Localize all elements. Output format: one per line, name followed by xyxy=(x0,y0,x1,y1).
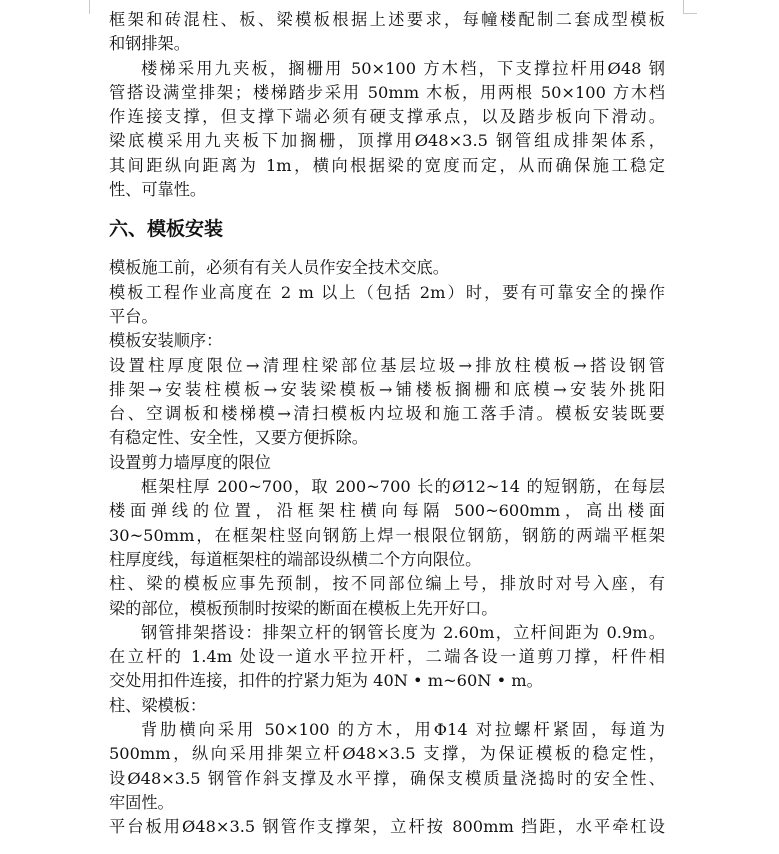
text-line: 钢管排架搭设：排架立杆的钢管长度为 2.60m，立杆间距为 0.9m。 xyxy=(141,622,665,642)
text-line: 其间距纵向距离为 1m，横向根据梁的宽度而定，从而确保施工稳定 xyxy=(109,155,665,175)
section-heading: 六、模板安装 xyxy=(109,218,224,241)
text-line: 框架柱厚 200~700，取 200~700 长的Ø12~14 的短钢筋，在每层 xyxy=(141,477,665,497)
text-line: 排架→安装柱模板→安装梁模板→铺楼板搁栅和底模→安装外挑阳 xyxy=(109,379,665,399)
text-line: 设置剪力墙厚度的限位 xyxy=(109,452,271,472)
paragraph-block-bottom xyxy=(109,256,665,839)
text-line: 和钢排架。 xyxy=(109,34,190,54)
text-line: 作连接支撑，但支撑下端必须有硬支撑承点，以及踏步板向下滑动。 xyxy=(109,107,665,127)
text-line: 平台板用Ø48×3.5 钢管作支撑架，立杆按 800mm 挡距，水平牵杠设 xyxy=(109,817,665,837)
text-line: 楼面弹线的位置，沿框架柱横向每隔 500~600mm，高出楼面 xyxy=(109,501,665,521)
text-line: 有稳定性、安全性，又要方便拆除。 xyxy=(109,428,368,448)
text-line: 梁的部位，模板预制时按梁的断面在模板上先开好口。 xyxy=(109,598,498,618)
text-line: 在立杆的 1.4m 处设一道水平拉开杆，二端各设一道剪刀撑，杆件相 xyxy=(109,647,665,667)
text-line: 框架和砖混柱、板、梁模板根据上述要求，每幢楼配制二套成型模板 xyxy=(109,10,665,29)
text-line: 柱、梁模板： xyxy=(109,695,207,715)
text-line: 性、可靠性。 xyxy=(109,180,207,200)
text-line: 平台。 xyxy=(109,306,158,326)
text-line: 模板施工前，必须有有关人员作安全技术交底。 xyxy=(109,258,449,278)
text-line: 设置柱厚度限位→清理柱梁部位基层垃圾→排放柱模板→搭设钢管 xyxy=(109,355,665,375)
text-line: 设Ø48×3.5 钢管作斜支撑及水平撑，确保支模质量浇捣时的安全性、 xyxy=(109,768,665,788)
text-line: 柱厚度线，每道框架柱的端部设纵横二个方向限位。 xyxy=(109,549,482,569)
text-line: 背肋横向采用 50×100 的方木，用Φ14 对拉螺杆紧固，每道为 xyxy=(141,720,665,740)
text-line: 500mm，纵向采用排架立杆Ø48×3.5 支撑，为保证模板的稳定性， xyxy=(109,744,665,764)
text-line: 梁底模采用九夹板下加搁栅，顶撑用Ø48×3.5 钢管组成排架体系， xyxy=(109,131,665,151)
crop-mark-left xyxy=(89,0,90,14)
text-line: 交处用扣件连接，扣件的拧紧力矩为 40N • m~60N • m。 xyxy=(109,671,543,691)
crop-mark-right xyxy=(683,0,684,14)
document-body xyxy=(109,8,665,840)
text-line: 模板工程作业高度在 2 m 以上（包括 2m）时，要有可靠安全的操作 xyxy=(109,282,665,302)
text-line: 牢固性。 xyxy=(109,792,174,812)
crop-mark-right-horizontal xyxy=(683,13,697,14)
text-line: 楼梯采用九夹板，搁栅用 50×100 方木档，下支撑拉杆用Ø48 钢 xyxy=(141,58,665,78)
paragraph-block-top xyxy=(109,8,665,202)
text-line: 管搭设满堂排架；楼梯踏步采用 50mm 木板，用两根 50×100 方木档 xyxy=(109,82,665,102)
text-line: 模板安装顺序： xyxy=(109,331,223,351)
text-line: 柱、梁的模板应事先预制，按不同部位编上号，排放时对号入座，有 xyxy=(109,574,665,594)
text-line: 30~50mm，在框架柱竖向钢筋上焊一根限位钢筋，钢筋的两端平框架 xyxy=(109,525,665,545)
text-line: 台、空调板和楼梯模→清扫模板内垃圾和施工落手清。模板安装既要 xyxy=(109,404,665,424)
